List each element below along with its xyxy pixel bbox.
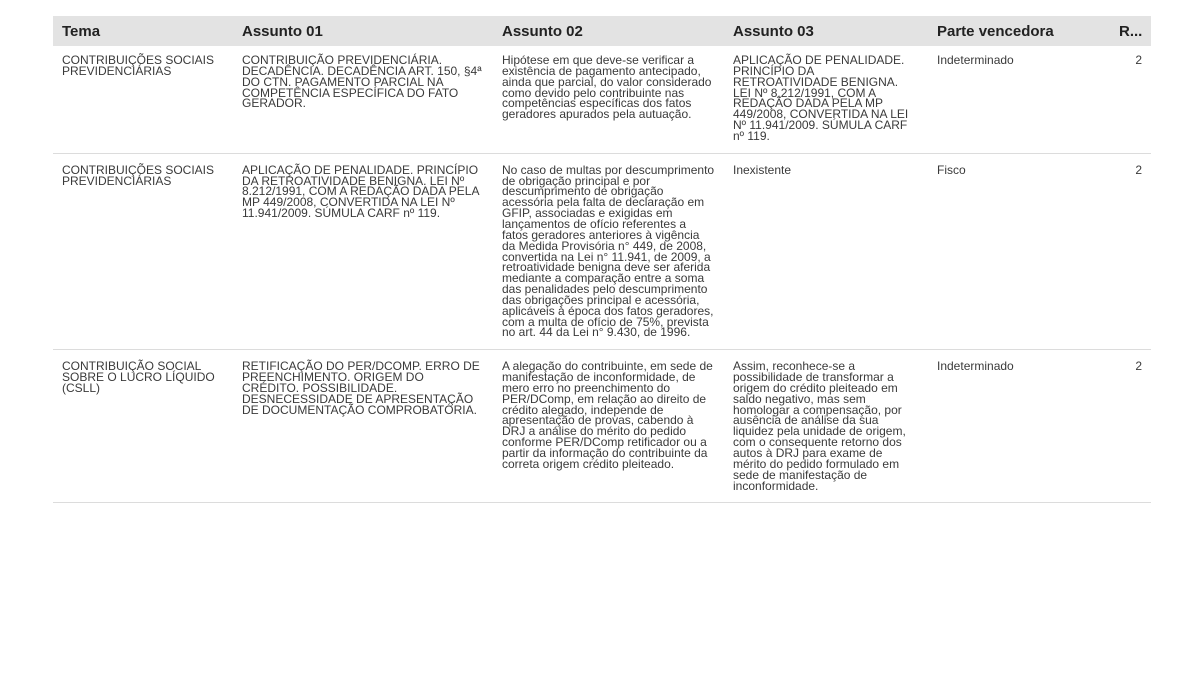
header-r-truncated[interactable]: R... — [1119, 22, 1143, 40]
header-assunto-01[interactable]: Assunto 01 — [242, 22, 323, 40]
cell-tema: CONTRIBUIÇÕES SOCIAIS PREVIDENCIÁRIAS — [62, 53, 215, 78]
results-table — [53, 16, 1151, 503]
cell-parte-vencedora: Indeterminado — [937, 359, 1014, 374]
cell-r: 2 — [1135, 162, 1142, 177]
cell-parte-vencedora: Fisco — [937, 162, 966, 177]
table-row — [53, 153, 1151, 350]
table-header — [53, 16, 1151, 46]
cell-assunto-03: Assim, reconhece-se a possibilidade de transformar a origem do crédito pleiteado em saldo negativo, mas sem homologar a compensação, por ausência de análise da sua liquidez pela unidade de origem, com o consequente retorno dos autos à DRJ para exame de mérito do pedido formulado em sede de manifestação de inconformidade. — [733, 359, 906, 493]
cell-assunto-02: Hipótese em que deve-se verificar a existência de pagamento antecipado, ainda que parcial, do valor considerado como devido pelo contribuinte nas competências específicas dos fatos geradores apurados pela autuação. — [502, 53, 712, 122]
header-tema[interactable]: Tema — [62, 22, 101, 40]
cell-assunto-02: A alegação do contribuinte, em sede de manifestação de inconformidade, de mero erro no preenchimento do PER/DComp, em relação ao direito de crédito alegado, independe de apresentação de provas, cabendo à DRJ a análise do mérito do pedido conforme PER/DComp retificador ou a partir da informação do contribuinte da correta origem crédito pleiteado. — [502, 359, 713, 471]
results-table-container — [53, 16, 1151, 503]
header-assunto-03[interactable]: Assunto 03 — [733, 22, 814, 40]
header-row — [53, 16, 1151, 46]
cell-assunto-02: No caso de multas por descumprimento de obrigação principal e por descumprimento de obrigação acessória pela falta de declaração em GFIP, associadas e exigidas em lançamentos de ofício referentes a fatos geradores anteriores à vigência da Medida Provisória n° 449, de 2008, convertida na Lei n° 11.941, de 2009, a retroatividade benigna deve ser aferida mediante a comparação entre a soma das penalidades pelo descumprimento das obrigações principal e acessória, aplicáveis à época dos fatos geradores, com a multa de ofício de 75%, prevista no art. 44 da Lei n° 9.430, de 1996. — [502, 162, 715, 340]
table-row — [53, 350, 1151, 503]
cell-parte-vencedora: Indeterminado — [937, 53, 1014, 67]
cell-assunto-03: Inexistente — [733, 162, 792, 177]
cell-tema: CONTRIBUIÇÕES SOCIAIS PREVIDENCIÁRIAS — [62, 162, 215, 188]
cell-tema: CONTRIBUIÇÃO SOCIAL SOBRE O LUCRO LÍQUIDO (CSLL) — [62, 359, 215, 395]
cell-assunto-03: APLICAÇÃO DE PENALIDADE. PRINCÍPIO DA RETROATIVIDADE BENIGNA. LEI Nº 8.212/1991, COM A REDAÇÃO DADA PELA MP 449/2008, CONVERTIDA NA LEI Nº 11.941/2009. SÚMULA CARF nº 119. — [733, 53, 909, 143]
cell-assunto-01: APLICAÇÃO DE PENALIDADE. PRINCÍPIO DA RETROATIVIDADE BENIGNA. LEI Nº 8.212/1991, COM A REDAÇÃO DADA PELA MP 449/2008, CONVERTIDA NA LEI Nº 11.941/2009. SÚMULA CARF nº 119. — [242, 162, 479, 221]
cell-assunto-01: CONTRIBUIÇÃO PREVIDENCIÁRIA. DECADÊNCIA. DECADÊNCIA ART. 150, §4ª DO CTN. PAGAMENTO PARCIAL NA COMPETÊNCIA ESPECÍFICA DO FATO GERADOR. — [242, 53, 482, 111]
header-parte-vencedora[interactable]: Parte vencedora — [937, 22, 1054, 40]
table-body — [53, 46, 1151, 503]
cell-assunto-01: RETIFICAÇÃO DO PER/DCOMP. ERRO DE PREENCHIMENTO. ORIGEM DO CRÉDITO. POSSIBILIDADE. DESNECESSIDADE DE APRESENTAÇÃO DE DOCUMENTAÇÃO COMPROBATÓRIA. — [242, 359, 480, 417]
cell-r: 2 — [1135, 53, 1142, 67]
table-row — [53, 46, 1151, 153]
cell-r: 2 — [1135, 359, 1142, 374]
header-assunto-02[interactable]: Assunto 02 — [502, 22, 583, 40]
